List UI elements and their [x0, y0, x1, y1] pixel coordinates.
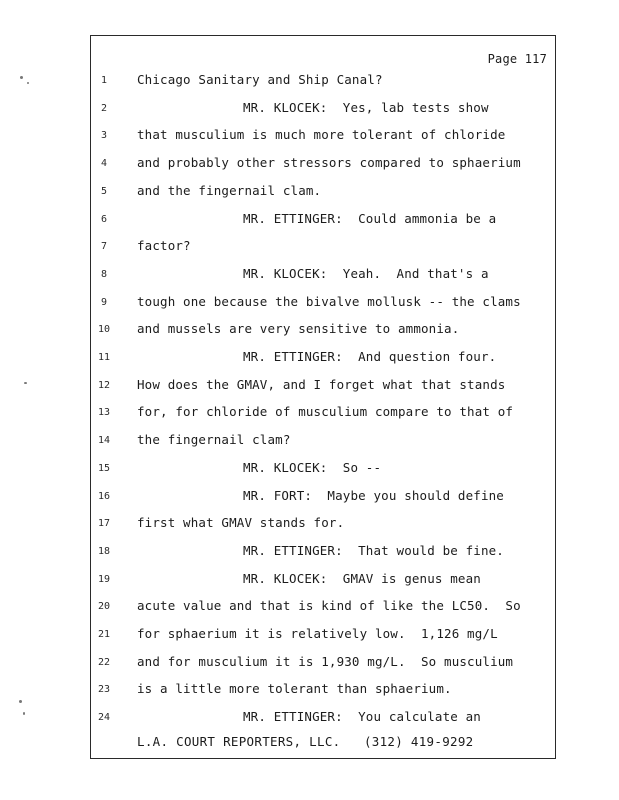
transcript-line [91, 598, 557, 618]
line-number: 10 [97, 324, 111, 336]
line-number: 9 [100, 296, 108, 308]
transcript-line [91, 515, 557, 535]
line-number: 11 [97, 352, 111, 363]
line-number: 7 [100, 241, 108, 253]
line-text: and mussels are very sensitive to ammonia. [137, 321, 460, 337]
line-text: Chicago Sanitary and Ship Canal? [137, 72, 383, 87]
transcript-line [91, 681, 557, 701]
transcript-line [91, 155, 557, 175]
transcript-line [91, 709, 557, 729]
transcript-line [91, 543, 557, 563]
transcript-line [91, 321, 557, 341]
line-text: MR. ETTINGER: And question four. [243, 349, 497, 364]
line-text: MR. KLOCEK: GMAV is genus mean [243, 570, 481, 586]
line-text: is a little more tolerant than sphaerium. [137, 681, 452, 697]
transcript-line [91, 654, 557, 674]
line-text: and probably other stressors compared to sphaerium [137, 155, 521, 171]
transcript-line [91, 183, 557, 203]
line-text: MR. ETTINGER: Could ammonia be a [243, 210, 497, 226]
scan-speck [24, 382, 27, 384]
line-number: 3 [100, 130, 108, 142]
line-text: MR. FORT: Maybe you should define [243, 487, 504, 503]
line-number: 17 [97, 518, 111, 530]
line-number: 8 [100, 268, 108, 280]
line-number: 1 [100, 75, 108, 86]
transcript-line [91, 100, 557, 120]
transcript-line [91, 488, 557, 508]
line-number: 12 [97, 379, 111, 391]
line-number: 16 [97, 490, 111, 502]
transcript-line [91, 72, 557, 92]
line-text: and for musculium it is 1,930 mg/L. So musculium [137, 653, 514, 669]
transcript-line [91, 349, 557, 369]
line-text: tough one because the bivalve mollusk -- the clams [137, 293, 521, 309]
line-text: MR. KLOCEK: So -- [243, 459, 382, 475]
transcript-line [91, 377, 557, 397]
line-number: 14 [97, 435, 111, 447]
transcript-line [91, 626, 557, 646]
line-text: MR. ETTINGER: You calculate an [243, 709, 481, 725]
line-text: MR. KLOCEK: Yes, lab tests show [243, 99, 489, 115]
scan-speck [19, 700, 22, 703]
line-number: 24 [97, 712, 111, 724]
line-number: 6 [100, 213, 108, 225]
transcript-line [91, 571, 557, 591]
transcript-line [91, 266, 557, 286]
transcript-line [91, 238, 557, 258]
line-number: 18 [97, 545, 111, 557]
line-text: for sphaerium it is relatively low. 1,126 mg/L [137, 626, 498, 641]
line-text: MR. KLOCEK: Yeah. And that's a [243, 265, 489, 281]
transcript-line [91, 404, 557, 424]
line-number: 2 [100, 102, 108, 114]
scan-speck [27, 82, 29, 84]
line-text: the fingernail clam? [137, 432, 291, 448]
line-text: MR. ETTINGER: That would be fine. [243, 542, 504, 558]
line-number: 5 [100, 185, 108, 197]
line-text: that musculium is much more tolerant of chloride [137, 127, 506, 143]
line-number: 4 [100, 158, 108, 170]
transcript-line [91, 127, 557, 147]
line-number: 15 [97, 462, 111, 474]
transcript-line [91, 432, 557, 452]
line-number: 19 [97, 573, 111, 585]
line-number: 13 [97, 407, 111, 419]
line-text: and the fingernail clam. [137, 182, 322, 198]
line-number: 23 [97, 684, 111, 696]
line-number: 21 [97, 629, 111, 640]
line-number: 22 [97, 656, 111, 668]
line-text: How does the GMAV, and I forget what that stands [137, 376, 506, 392]
line-number: 20 [97, 601, 111, 613]
page-number: Page 117 [487, 52, 547, 66]
transcript-line [91, 460, 557, 480]
line-text: factor? [137, 238, 191, 254]
transcript-page [90, 35, 556, 759]
scan-speck [20, 76, 23, 79]
transcript-line [91, 294, 557, 314]
scan-speck [23, 712, 25, 715]
line-text: first what GMAV stands for. [137, 515, 345, 531]
line-text: for, for chloride of musculium compare to that of [137, 404, 514, 420]
court-reporter-footer: L.A. COURT REPORTERS, LLC. (312) 419-9292 [137, 734, 474, 749]
line-text: acute value and that is kind of like the LC50. So [137, 598, 521, 614]
transcript-line [91, 211, 557, 231]
